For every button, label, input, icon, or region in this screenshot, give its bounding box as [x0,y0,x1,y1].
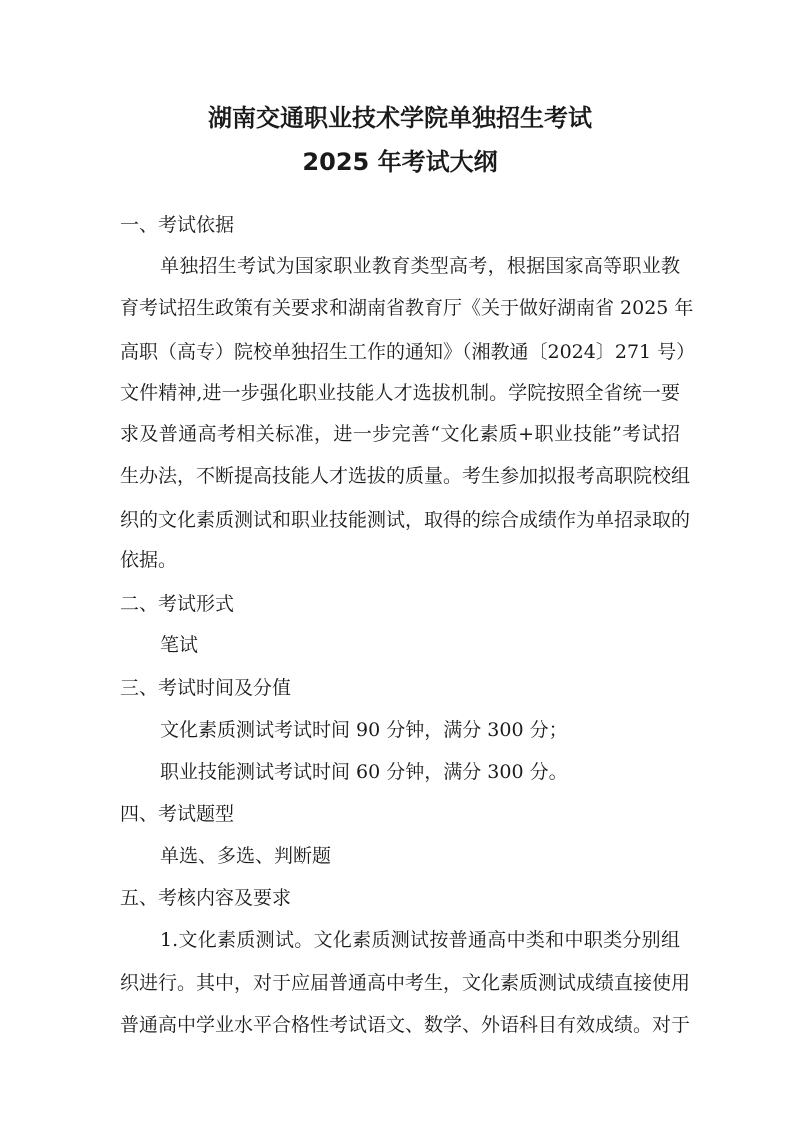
section-heading-time-score: 三、考试时间及分值 [120,677,292,699]
paragraph-line: 求及普通高考相关标准，进一步完善“文化素质+职业技能”考试招 [120,423,680,445]
paragraph-line: 普通高中学业水平合格性考试语文、数学、外语科目有效成绩。对于 [120,1014,691,1036]
paragraph-line: 高职（高专）院校单独招生工作的通知》（湘教通〔2024〕271 号） [120,341,696,363]
paragraph-line: 织的文化素质测试和职业技能测试，取得的综合成绩作为单招录取的 [120,509,691,531]
exam-format-text: 笔试 [160,634,199,656]
paragraph-line: 依据。 [120,549,178,571]
document-title: 湖南交通职业技术学院单独招生考试 [208,104,592,132]
section-heading-format: 二、考试形式 [120,593,235,615]
document-subtitle: 2025 年考试大纲 [302,148,498,176]
section-heading-basis: 一、考试依据 [120,214,235,236]
culture-test-time-score: 文化素质测试考试时间 90 分钟，满分 300 分； [160,719,568,741]
section-heading-content: 五、考核内容及要求 [120,887,292,909]
section-heading-question-types: 四、考试题型 [120,803,235,825]
paragraph-line: 生办法，不断提高技能人才选拔的质量。考生参加拟报考高职院校组 [120,465,691,487]
question-types-text: 单选、多选、判断题 [160,845,332,867]
paragraph-line: 1.文化素质测试。文化素质测试按普通高中类和中职类分别组 [160,929,680,951]
paragraph-line: 育考试招生政策有关要求和湖南省教育厅《关于做好湖南省 2025 年 [120,297,694,319]
skill-test-time-score: 职业技能测试考试时间 60 分钟，满分 300 分。 [160,761,568,783]
paragraph-line: 织进行。其中，对于应届普通高中考生，文化素质测试成绩直接使用 [120,972,691,994]
paragraph-line: 单独招生考试为国家职业教育类型高考，根据国家高等职业教 [160,255,680,277]
paragraph-line: 文件精神,进一步强化职业技能人才选拔机制。学院按照全省统一要 [120,382,680,404]
